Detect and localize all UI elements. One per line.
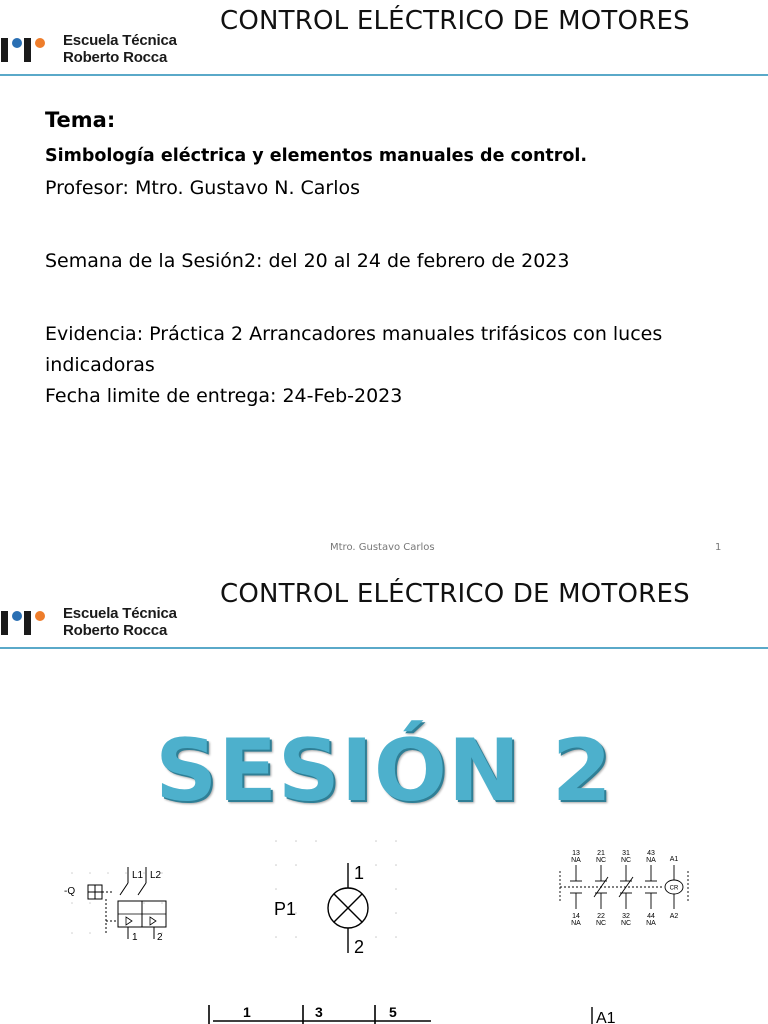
contact-top-type: NA	[571, 857, 581, 864]
coil-bottom-terminal: A2	[669, 913, 679, 920]
school-logo	[0, 605, 200, 641]
breaker-label-l2: L2	[150, 870, 162, 881]
breaker-label-1: 1	[132, 932, 138, 943]
footer-author: Mtro. Gustavo Carlos	[330, 542, 435, 553]
breaker-label-2: 2	[157, 932, 163, 943]
contact-bottom-type: NC	[620, 920, 632, 927]
topic-text: Simbología eléctrica y elementos manuales de control.	[45, 146, 588, 166]
pilot-light-terminal-bottom: 2	[354, 937, 365, 957]
contact-top-number: 43	[647, 850, 655, 857]
coil-top-terminal: A1	[669, 856, 679, 863]
pilot-light-label: P1	[274, 899, 297, 919]
slide-title: CONTROL ELÉCTRICO DE MOTORES	[220, 6, 690, 36]
terminal-label: 3	[315, 1004, 323, 1020]
breaker-label-l1: L1	[132, 870, 144, 881]
terminal-block-symbol	[205, 1001, 435, 1024]
contact-top-number: 31	[622, 850, 630, 857]
school-name-line1: Escuela Técnica	[63, 32, 177, 49]
contact-bottom-number: 32	[622, 913, 630, 920]
contact-top-number: 13	[572, 850, 580, 857]
school-logo	[0, 32, 200, 68]
slide-separator	[0, 566, 768, 573]
session-heading-text: SESIÓN 2	[155, 721, 613, 821]
contact-bottom-number: 22	[597, 913, 605, 920]
pilot-light-symbol	[262, 835, 407, 960]
evidence-text-line1: Evidencia: Práctica 2 Arrancadores manuales trifásicos con luces	[45, 323, 663, 345]
terminal-label: 1	[243, 1004, 251, 1020]
contact-bottom-type: NA	[646, 920, 656, 927]
professor-text: Profesor: Mtro. Gustavo N. Carlos	[45, 177, 361, 199]
contact-bottom-type: NA	[571, 920, 581, 927]
circuit-breaker-symbol	[60, 863, 180, 953]
deadline-text: Fecha limite de entrega: 24-Feb-2023	[45, 385, 403, 407]
contact-top-type: NC	[620, 857, 632, 864]
title-divider	[0, 647, 768, 649]
coil-a1-symbol	[584, 1005, 634, 1024]
contact-bottom-number: 14	[572, 913, 580, 920]
slide-title: CONTROL ELÉCTRICO DE MOTORES	[220, 579, 690, 609]
contact-top-number: 21	[597, 850, 605, 857]
title-divider	[0, 74, 768, 76]
contact-bottom-number: 44	[647, 913, 655, 920]
breaker-label-q: -Q	[64, 886, 76, 897]
school-name-line2: Roberto Rocca	[63, 49, 168, 66]
slide-2	[0, 573, 768, 1024]
school-logo-icon	[0, 34, 60, 64]
contact-bottom-type: NC	[595, 920, 607, 927]
session-heading	[0, 721, 768, 821]
coil-label: CR	[669, 885, 679, 892]
tema-label: Tema:	[45, 108, 116, 132]
footer-page-number: 1	[715, 542, 722, 553]
contact-top-type: NA	[646, 857, 656, 864]
school-name-line1: Escuela Técnica	[63, 605, 177, 622]
evidence-text-line2: indicadoras	[45, 354, 155, 376]
slide-1-content	[45, 108, 745, 412]
school-name-line2: Roberto Rocca	[63, 622, 168, 639]
school-logo-icon	[0, 607, 60, 637]
week-text: Semana de la Sesión2: del 20 al 24 de febrero de 2023	[45, 250, 570, 272]
coil-a1-label: A1	[596, 1010, 616, 1024]
terminal-label: 5	[389, 1004, 397, 1020]
contact-top-type: NC	[595, 857, 607, 864]
pilot-light-terminal-top: 1	[354, 863, 365, 883]
contactor-contacts-symbol	[556, 847, 696, 931]
